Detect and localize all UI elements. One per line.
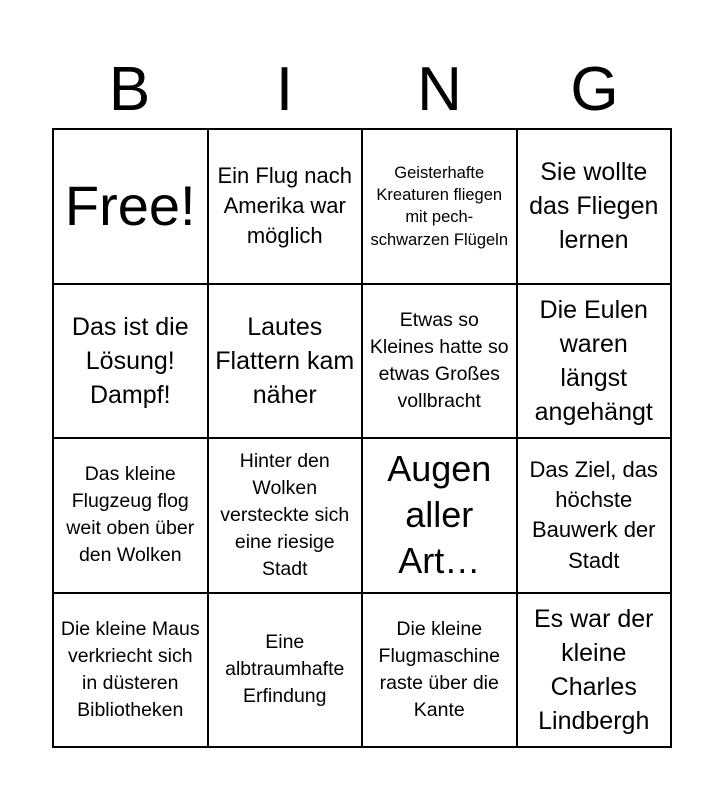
cell-text: Etwas so Kleines hatte so etwas Großes vollbracht <box>369 308 509 412</box>
bingo-cell-r1c2[interactable] <box>209 130 364 285</box>
bingo-cell-r4c1[interactable] <box>54 594 209 749</box>
bingo-cell-r2c4[interactable] <box>518 285 673 440</box>
cell-text: Das Ziel, das höchste Bauwerk der Stadt <box>529 456 658 573</box>
free-space-label: Free! <box>64 174 196 238</box>
cell-text: Es war der kleine Charles Lindbergh <box>534 604 654 735</box>
header-letter-b: B <box>108 55 151 124</box>
cell-text: Augen aller Art… <box>387 448 492 582</box>
bingo-cell-r3c2[interactable] <box>209 439 364 594</box>
header-letter-i: I <box>275 55 294 124</box>
header-letter-n: N <box>417 55 462 124</box>
bingo-cell-r2c2[interactable] <box>209 285 364 440</box>
bingo-cell-r4c3[interactable] <box>363 594 518 749</box>
cell-text: Geisterhafte Kreaturen fliegen mit pech-schwarzen Flügeln <box>370 163 509 249</box>
cell-text: Lautes Flattern kam näher <box>215 312 355 409</box>
bingo-header <box>52 52 672 128</box>
bingo-cell-r3c3[interactable] <box>363 439 518 594</box>
bingo-cell-r1c1[interactable] <box>54 130 209 285</box>
cell-text: Das ist die Lösung! Dampf! <box>71 312 189 409</box>
cell-text: Die Eulen waren längst angehängt <box>534 295 653 426</box>
bingo-cell-r2c3[interactable] <box>363 285 518 440</box>
bingo-cell-r2c1[interactable] <box>54 285 209 440</box>
bingo-cell-r3c1[interactable] <box>54 439 209 594</box>
bingo-cell-r1c4[interactable] <box>518 130 673 285</box>
bingo-cell-r1c3[interactable] <box>363 130 518 285</box>
cell-text: Sie wollte das Fliegen lernen <box>529 158 659 255</box>
bingo-cell-r4c4[interactable] <box>518 594 673 749</box>
bingo-cell-r4c2[interactable] <box>209 594 364 749</box>
cell-text: Das kleine Flugzeug flog weit oben über den Wolken <box>66 463 195 567</box>
bingo-cell-r3c4[interactable] <box>518 439 673 594</box>
cell-text: Hinter den Wolken versteckte sich eine riesige Stadt <box>220 449 350 580</box>
header-letter-g: G <box>570 55 619 124</box>
cell-text: Eine albtraumhafte Erfindung <box>225 631 345 708</box>
bingo-card-grid <box>52 128 672 748</box>
cell-text: Die kleine Flugmaschine raste über die Kante <box>378 617 500 721</box>
cell-text: Ein Flug nach Amerika war möglich <box>217 162 353 249</box>
cell-text: Die kleine Maus verkriecht sich in düsteren Bibliotheken <box>60 617 200 721</box>
